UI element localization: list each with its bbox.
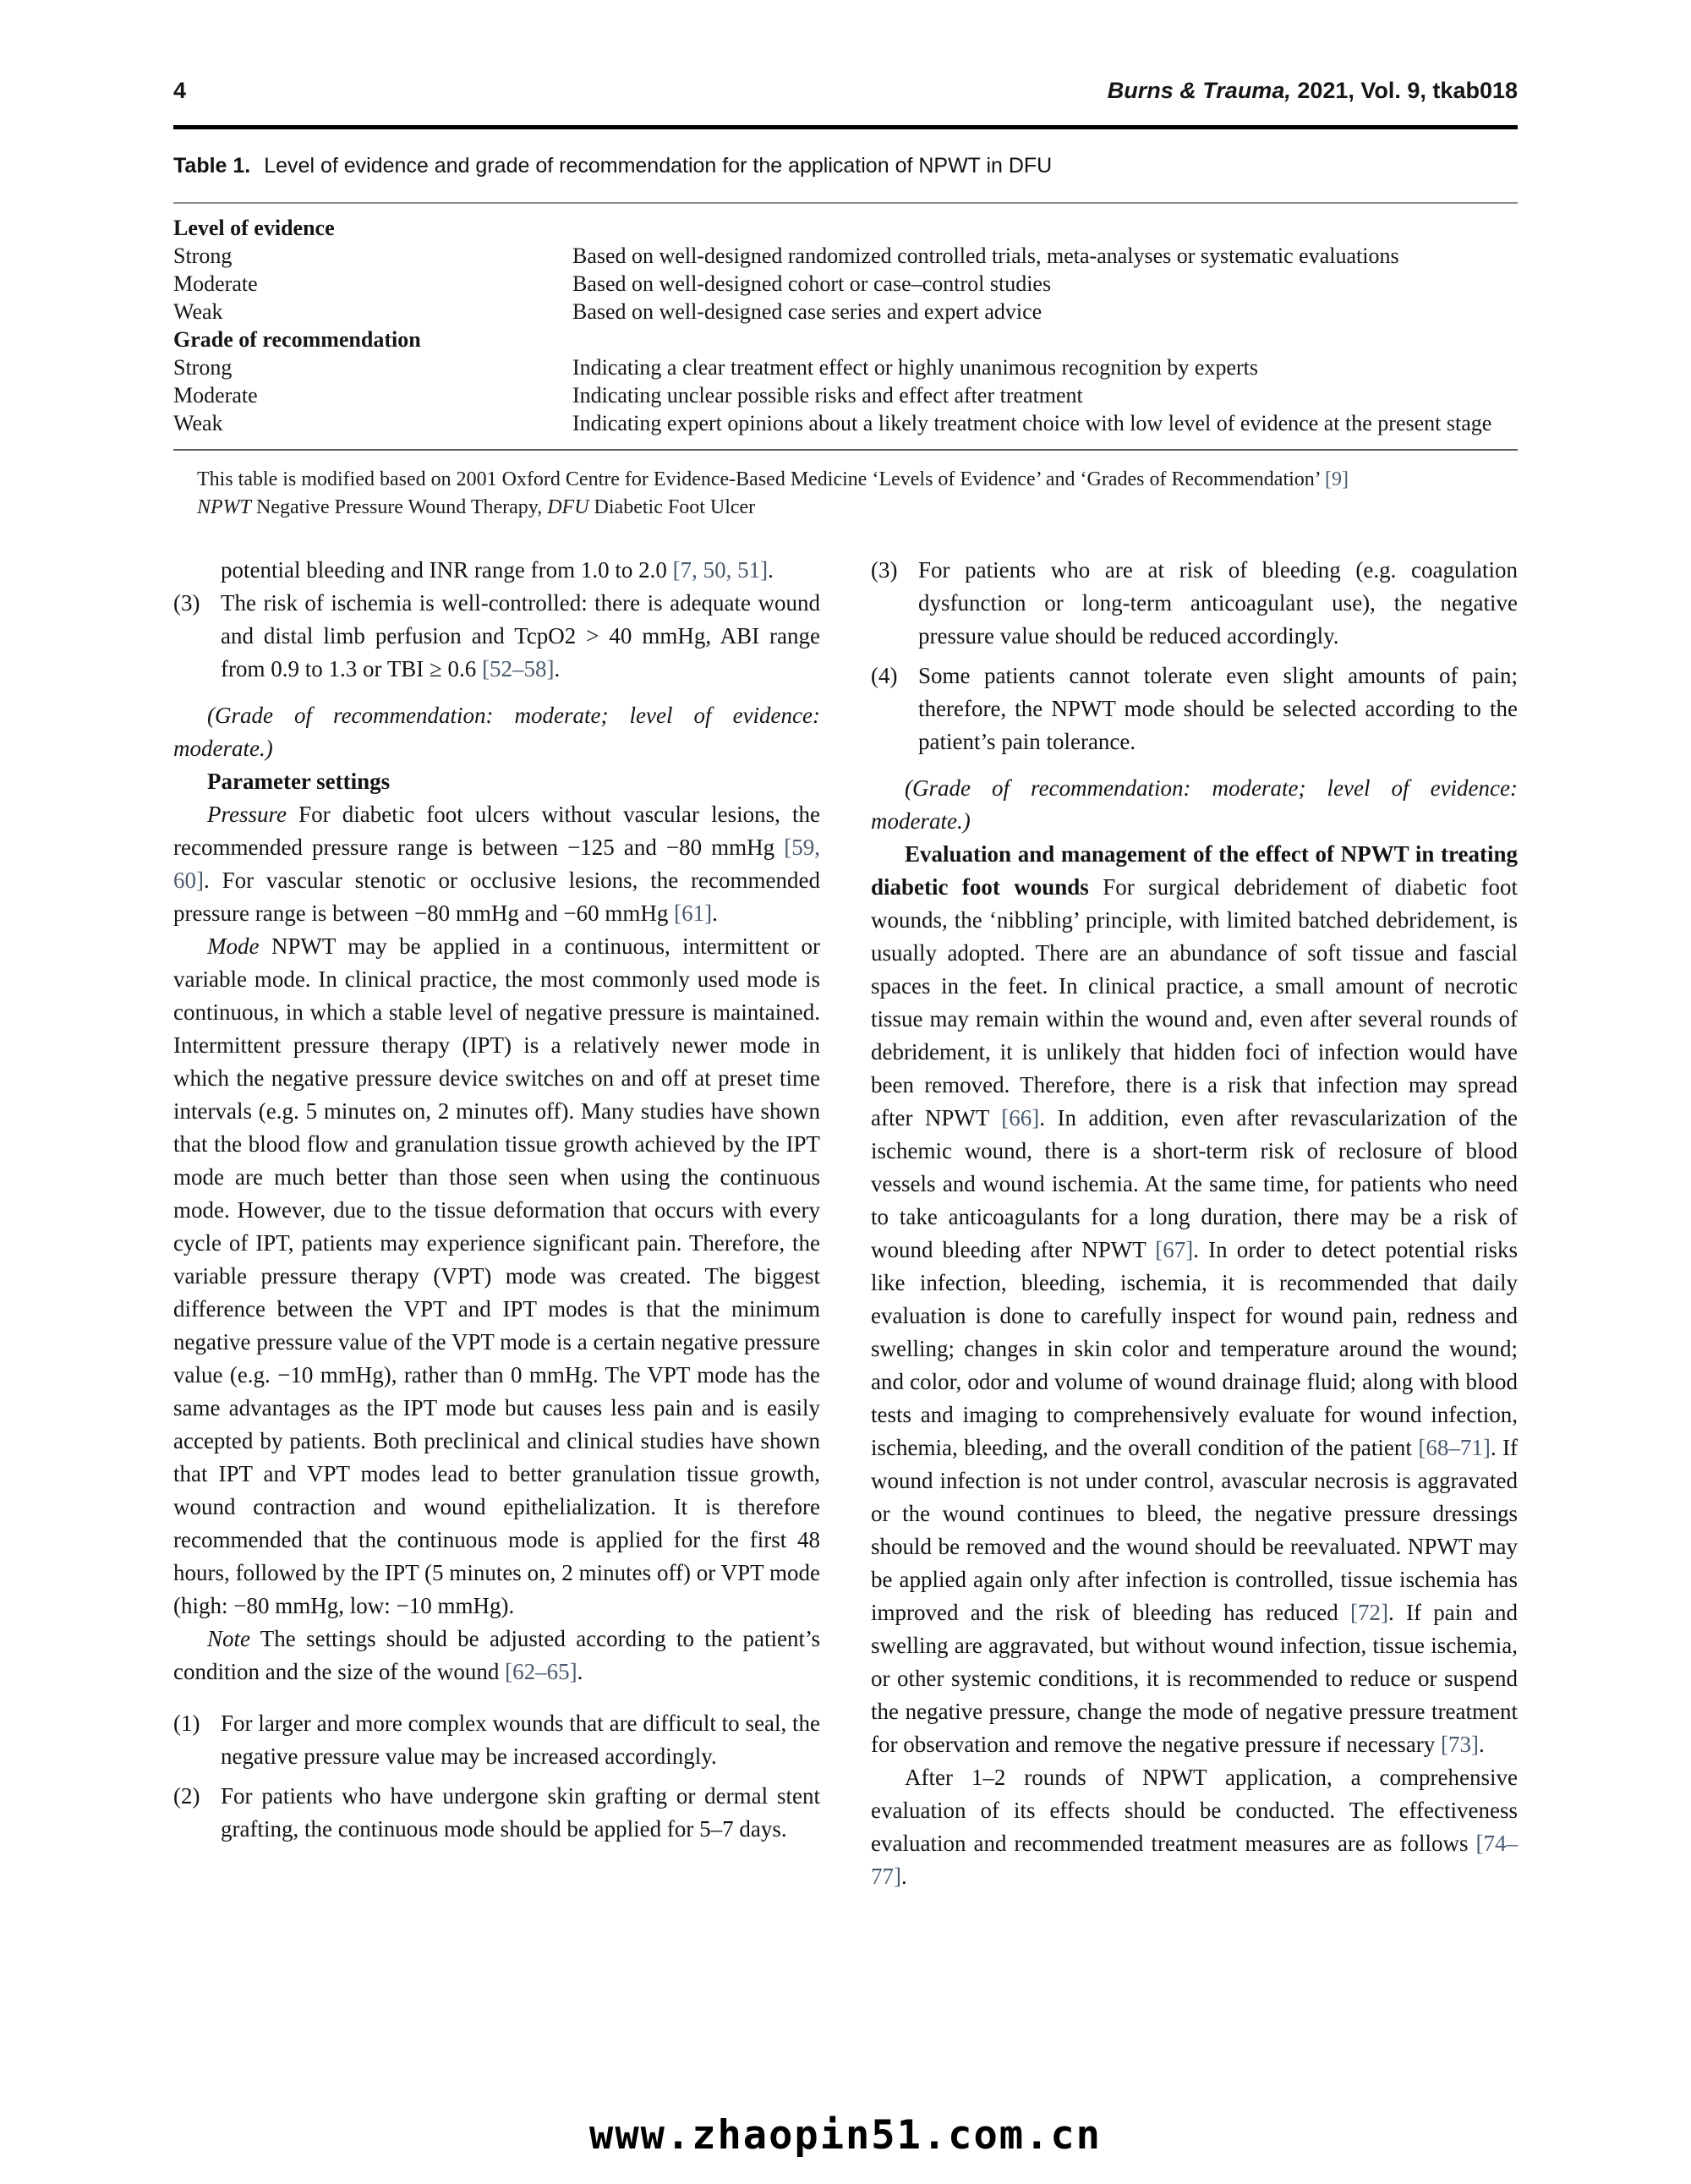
text-run: . — [712, 900, 718, 926]
citation-link[interactable]: [73] — [1441, 1732, 1479, 1757]
table-cell-desc: Indicating a clear treatment effect or highly unanimous recognition by experts — [572, 355, 1259, 380]
italic-run: Pressure — [207, 802, 287, 827]
abbreviation: NPWT — [197, 496, 252, 518]
table-cell-term: Weak — [173, 299, 223, 324]
table-row — [173, 242, 1518, 270]
table-cell-desc: Indicating expert opinions about a likely treatment choice with low level of evidence at the present stage — [572, 411, 1492, 435]
journal-issue: 2021, Vol. 9, tkab018 — [1290, 78, 1518, 103]
table-cell-desc: Indicating unclear possible risks and effect after treatment — [572, 383, 1083, 408]
list-item-number: (3) — [173, 590, 200, 616]
list-item — [173, 1707, 820, 1773]
table-section-row — [173, 326, 1518, 353]
footnote-text: Negative Pressure Wound Therapy, — [251, 496, 548, 518]
text-run: . — [1478, 1732, 1485, 1757]
italic-run: Mode — [207, 933, 260, 959]
table-section-label: Level of evidence — [173, 216, 335, 240]
italic-run: Note — [207, 1626, 250, 1651]
table-row — [173, 353, 1518, 381]
citation-link[interactable]: [59, 60] — [173, 835, 820, 893]
list-item — [173, 587, 820, 686]
footnote-text: This table is modified based on 2001 Oxford Centre for Evidence-Based Medicine ‘Levels of Evidence’ and ‘Grades of Recommendation’ — [197, 468, 1326, 490]
table-cell-desc: Based on well-designed cohort or case–control studies — [572, 271, 1052, 296]
list-item-number: (4) — [871, 663, 898, 688]
article-body — [173, 554, 1518, 1893]
text-run: . In order to detect potential risks like infection, bleeding, ischemia, it is recommended that daily evaluation is done to carefully inspect for wound pain, redness and swelling; changes in skin color and temperature around the wound; and color, odor and volume of wound drainage fluid; along with blood tests and imaging to comprehensively evaluate for wound infection, ischemia, bleeding, and the overall condition of the patient — [871, 1237, 1518, 1460]
citation-link[interactable]: [67] — [1155, 1237, 1194, 1262]
citation-link[interactable]: [74–77] — [871, 1831, 1518, 1889]
header-rule — [173, 125, 1518, 129]
text-run: For patients who have undergone skin grafting or dermal stent grafting, the continuous mode should be applied for 5–7 days. — [221, 1783, 820, 1842]
text-run: For surgical debridement of diabetic foot wounds, the ‘nibbling’ principle, with limited batched debridement, is usually adopted. There are an abundance of soft tissue and fascial spaces in the feet. In clinical practice, a small amount of necrotic tissue may remain within the wound and, even after several rounds of debridement, it is unlikely that hidden foci of infection would have been removed. Therefore, there is a risk that infection may spread after NPWT — [871, 874, 1518, 1130]
table-caption — [173, 152, 1518, 179]
citation-link[interactable]: [61] — [674, 900, 713, 926]
text-run: . For vascular stenotic or occlusive lesions, the recommended pressure range is between −80 mmHg and −60 mmHg — [173, 868, 820, 926]
italic-run: (Grade of recommendation: moderate; level of evidence: moderate.) — [871, 775, 1518, 834]
text-run: potential bleeding and INR range from 1.0 to 2.0 — [221, 557, 673, 583]
paragraph — [871, 1761, 1518, 1893]
text-run: The risk of ischemia is well-controlled: there is adequate wound and distal limb perfusion and TcpO2 > 40 mmHg, ABI range from 0.9 to 1.3 or TBI ≥ 0.6 — [221, 590, 820, 681]
footnote-text: Diabetic Foot Ulcer — [588, 496, 756, 518]
abbreviation: DFU — [547, 496, 589, 518]
list-item — [871, 554, 1518, 653]
page-number: 4 — [173, 78, 187, 103]
table-caption-label: Table 1. — [173, 154, 251, 178]
running-head — [173, 79, 1518, 102]
bold-run: Parameter settings — [207, 769, 391, 794]
footnote — [197, 466, 1518, 494]
table-cell-desc: Based on well-designed randomized controlled trials, meta-analyses or systematic evaluations — [572, 244, 1399, 268]
citation-link[interactable]: [52–58] — [482, 656, 555, 681]
paragraph — [173, 798, 820, 930]
text-run: The settings should be adjusted according to the patient’s condition and the size of the wound — [173, 1626, 820, 1684]
table-row — [173, 381, 1518, 409]
text-run: After 1–2 rounds of NPWT application, a comprehensive evaluation of its effects should be conducted. The effectiveness evaluation and recommended treatment measures are as follows — [871, 1765, 1518, 1856]
list-item-number: (1) — [173, 1711, 200, 1736]
table-section-label: Grade of recommendation — [173, 327, 421, 352]
bold-run: Evaluation and management of the effect of NPWT in treating diabetic foot wounds — [871, 841, 1518, 900]
table-cell-term: Moderate — [173, 383, 258, 408]
table-row — [173, 298, 1518, 326]
text-run: For patients who are at risk of bleeding (e.g. coagulation dysfunction or long-term anticoagulant use), the negative pressure value should be reduced accordingly. — [918, 557, 1518, 649]
table-row — [173, 270, 1518, 298]
table-cell-term: Weak — [173, 411, 223, 435]
text-run: For diabetic foot ulcers without vascular lesions, the recommended pressure range is between −125 and −80 mmHg — [173, 802, 820, 860]
list-item — [173, 1780, 820, 1846]
table-cell-desc: Based on well-designed case series and expert advice — [572, 299, 1043, 324]
table-caption-text: Level of evidence and grade of recommendation for the application of NPWT in DFU — [264, 154, 1053, 178]
table-row — [173, 409, 1518, 450]
paragraph — [173, 699, 820, 765]
text-run: . In addition, even after revascularization of the ischemic wound, there is a short-term risk of reclosure of blood vessels and wound ischemia. At the same time, for patients who need to take anticoagulants for a long duration, there may be a risk of wound bleeding after NPWT — [871, 1105, 1518, 1262]
paragraph — [173, 1623, 820, 1689]
text-run: . — [901, 1864, 907, 1889]
table-cell-term: Strong — [173, 244, 233, 268]
list-item — [871, 660, 1518, 758]
footnote — [197, 494, 1518, 522]
list-item-number: (2) — [173, 1783, 200, 1809]
text-run: . — [577, 1659, 583, 1684]
text-run: . If wound infection is not under control, avascular necrosis is aggravated or the wound continues to bleed, the negative pressure dressings should be removed and the wound should be reevaluated. NPWT may be applied again only after infection is controlled, tissue ischemia has improved and the risk of bleeding has reduced — [871, 1435, 1518, 1625]
evidence-table — [173, 202, 1518, 451]
text-run: Some patients cannot tolerate even slight amounts of pain; therefore, the NPWT mode should be selected according to the patient’s pain tolerance. — [918, 663, 1518, 754]
text-run: . — [768, 557, 774, 583]
text-run: . — [554, 656, 561, 681]
run-in-heading — [173, 765, 820, 798]
table-cell-term: Strong — [173, 355, 233, 380]
paragraph — [173, 930, 820, 1623]
citation-link[interactable]: [72] — [1350, 1600, 1388, 1625]
column-left — [173, 554, 820, 1893]
paragraph — [871, 772, 1518, 838]
citation-link[interactable]: [7, 50, 51] — [672, 557, 769, 583]
text-run: . If pain and swelling are aggravated, but without wound infection, tissue ischemia, or other systemic conditions, it is recommended to reduce or suspend the negative pressure, change the mode of negative pressure treatment for observation and remove the negative pressure if necessary — [871, 1600, 1519, 1757]
italic-run: (Grade of recommendation: moderate; level of evidence: moderate.) — [173, 703, 820, 761]
text-run: NPWT may be applied in a continuous, intermittent or variable mode. In clinical practice, the most commonly used mode is continuous, in which a stable level of negative pressure is maintained. Intermittent pressure therapy (IPT) is a relatively newer mode in which the negative pressure device switches on and off at preset time intervals (e.g. 5 minutes on, 2 minutes off). Many studies have shown that the blood flow and granulation tissue growth achieved by the IPT mode are much better than those seen when using the continuous mode. However, due to the tissue deformation that occurs with every cycle of IPT, patients may experience significant pain. Therefore, the variable pressure therapy (VPT) mode was created. The biggest difference between the VPT and IPT modes is that the minimum negative pressure value of the VPT mode is a certain negative pressure value (e.g. −10 mmHg), rather than 0 mmHg. The VPT mode has the same advantages as the IPT mode but causes less pain and is easily accepted by patients. Both preclinical and clinical studies have shown that IPT and VPT modes lead to better granulation tissue growth, wound contraction and wound epithelialization. It is therefore recommended that the continuous mode is applied for the first 48 hours, followed by the IPT (5 minutes on, 2 minutes off) or VPT mode (high: −80 mmHg, low: −10 mmHg). — [173, 933, 820, 1618]
citation-link[interactable]: [68–71] — [1418, 1435, 1491, 1460]
journal-title: Burns & Trauma, — [1107, 78, 1291, 103]
list-item — [173, 554, 820, 587]
watermark-text: www.zhaopin51.com.cn — [589, 2112, 1102, 2159]
citation-link[interactable]: [62–65] — [505, 1659, 577, 1684]
table-section-row — [173, 203, 1518, 242]
table-footnotes — [173, 466, 1518, 522]
paragraph — [871, 838, 1518, 1761]
column-right — [871, 554, 1518, 1893]
text-run: For larger and more complex wounds that are difficult to seal, the negative pressure value may be increased accordingly. — [221, 1711, 820, 1769]
table-cell-term: Moderate — [173, 271, 258, 296]
list-item-number: (3) — [871, 557, 898, 583]
journal-citation — [1108, 79, 1518, 102]
citation-link[interactable]: [9] — [1325, 468, 1349, 490]
citation-link[interactable]: [66] — [1001, 1105, 1040, 1130]
